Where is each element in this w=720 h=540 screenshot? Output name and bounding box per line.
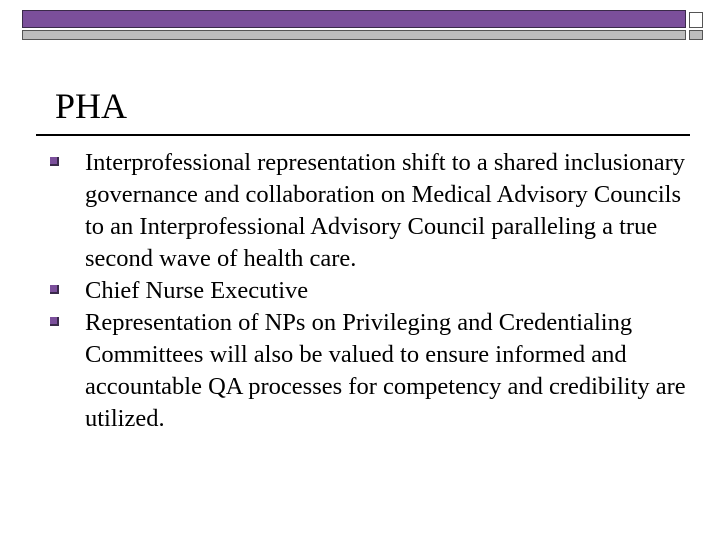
header-accent-bar [22,10,686,28]
square-bullet-icon [50,157,59,166]
bullet-text: Interprofessional representation shift to a shared inclusionary governance and collaboration on Medical Advisory Councils to an Interprofessional Advisory Council paralleling a true second wave of health care. [85,149,686,272]
square-bullet-icon [50,285,59,294]
bullet-list [50,147,690,435]
bullet-text: Representation of NPs on Privileging and Credentialing Committees will also be valued to ensure informed and accountable QA processes for competency and credibility are utilized. [85,309,686,432]
slide-title: PHA [55,86,128,126]
header-gray-bar [22,30,686,40]
bullet-item [50,275,690,307]
header-corner-square-top [689,12,703,28]
bullet-item [50,307,690,435]
square-bullet-icon [50,317,59,326]
bullet-text: Chief Nurse Executive [85,277,309,304]
title-divider [36,134,690,136]
header-corner-square-bottom [689,30,703,40]
bullet-item [50,147,690,275]
